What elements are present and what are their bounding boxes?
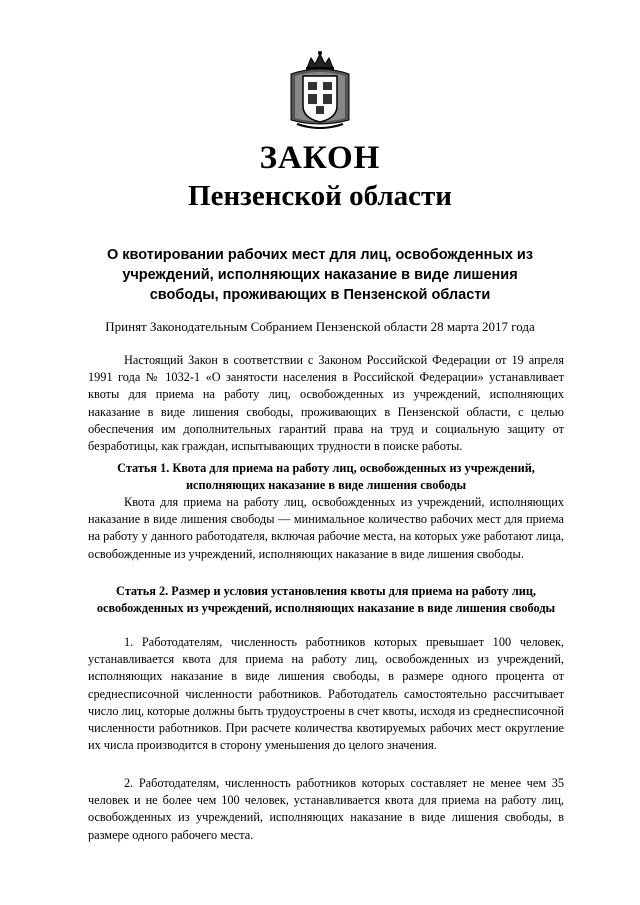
article-1-body bbox=[88, 494, 564, 563]
preamble bbox=[88, 352, 564, 455]
article-1-heading: Статья 1. Квота для приема на работу лиц, освобожденных из учреждений, исполняющих наказание в виде лишения свободы bbox=[117, 461, 535, 493]
article-1-heading-block bbox=[88, 460, 564, 494]
article-1-text: Квота для приема на работу лиц, освобожденных из учреждений, исполняющих наказание в виде лишения свободы — минимальное количество рабочих мест для приема на работу у данного работодателя, включая рабочие места, на которых уже работают лица, освобожденные из учреждений, исполняющих наказание в виде лишения свободы. bbox=[88, 495, 564, 561]
law-subject-heading: О квотировании рабочих мест для лиц, освобожденных из учреждений, исполняющих наказание в виде лишения свободы, проживающих в Пензенской области bbox=[106, 247, 534, 303]
article-2-paragraph-2-text: 2. Работодателям, численность работников которых составляет не менее чем 35 человек и не более чем 100 человек, устанавливается квота для приема на работу лиц, освобожденных из учреждений, исполняющих наказание в виде лишения свободы, в размере одного рабочего места. bbox=[88, 776, 564, 842]
article-2-paragraph-1 bbox=[88, 634, 564, 754]
penza-oblast-coat-of-arms-icon bbox=[285, 50, 355, 132]
article-2-heading-block bbox=[88, 583, 564, 617]
document-type-title: ЗАКОН bbox=[259, 140, 381, 176]
article-2-paragraph-2 bbox=[88, 775, 564, 844]
article-2-heading: Статья 2. Размер и условия установления квоты для приема на работу лиц, освобожденных из учреждений, исполняющих наказание в виде лишения свободы bbox=[96, 584, 556, 616]
preamble-text: Настоящий Закон в соответствии с Законом Российской Федерации от 19 апреля 1991 года № 1032-1 «О занятости населения в Российской Федерации» устанавливает квоты для приема на работу лиц, освобожденных из учреждений, исполняющих наказание в виде лишения свободы, проживающих в Пензенской области, с целью обеспечения им дополнительных гарантий права на труд и социальную защиту от безработицы, как граждан, испытывающих трудности в поиске работы. bbox=[88, 353, 564, 454]
adoption-note: Принят Законодательным Собранием Пензенской области 28 марта 2017 года bbox=[105, 319, 535, 334]
article-2-paragraph-1-text: 1. Работодателям, численность работников которых превышает 100 человек, устанавливается квота для приема на работу лиц, освобожденных из учреждений, исполняющих наказание в виде лишения свободы, в размере одного процента от среднесписочной численности работников. Работодатель самостоятельно рассчитывает число лиц, которые должны быть трудоустроены в счет квоты, исходя из среднесписочной численности работников. При расчете количества квотируемых рабочих мест округление их числа производится в сторону уменьшения до целого значения. bbox=[88, 635, 564, 753]
region-title: Пензенской области bbox=[188, 180, 452, 212]
